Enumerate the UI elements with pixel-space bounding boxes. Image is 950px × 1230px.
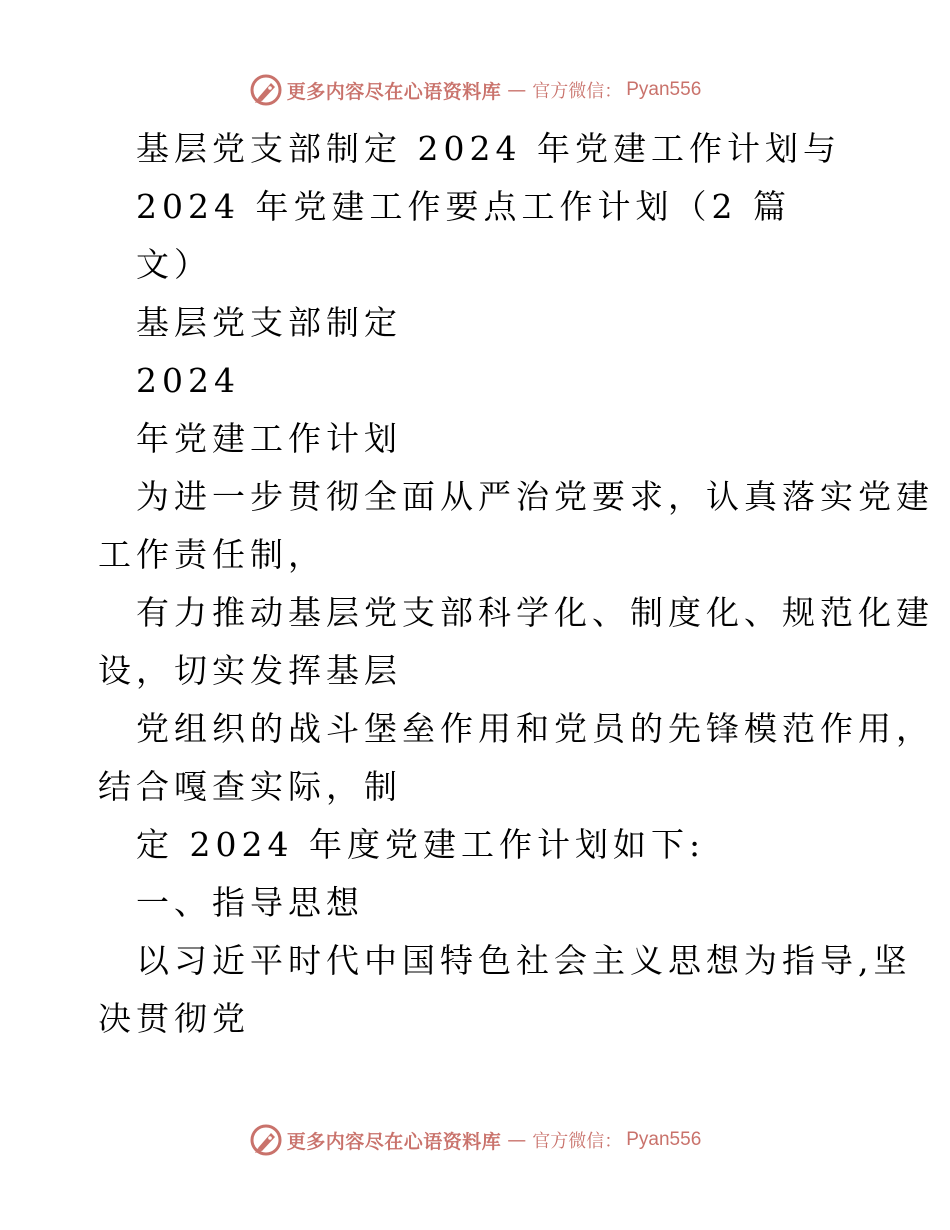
document-line: 设，切实发挥基层: [98, 651, 402, 690]
document-line: 年党建工作计划: [136, 419, 402, 458]
pen-nib-logo-icon: [249, 73, 283, 107]
document-line: 2024 年党建工作要点工作计划（2 篇: [136, 187, 791, 226]
watermark-official-label: 官方微信：: [532, 81, 623, 102]
pen-nib-logo-icon: [249, 1123, 283, 1157]
document-line: 基层党支部制定: [136, 303, 402, 342]
page-footer-watermark: [0, 1120, 950, 1160]
document-line: 为进一步贯彻全面从严治党要求，认真落实党建: [136, 477, 934, 516]
watermark-brand: 更多内容尽在心语资料库: [286, 1130, 502, 1153]
document-line: 定 2024 年度党建工作计划如下:: [136, 825, 706, 864]
page-header-watermark: [0, 70, 950, 110]
document-line: 有力推动基层党支部科学化、制度化、规范化建: [136, 593, 934, 632]
watermark: [249, 73, 702, 107]
document-line: 2024: [136, 361, 240, 400]
watermark-dash: —: [507, 79, 527, 101]
document-line: 党组织的战斗堡垒作用和党员的先锋模范作用，: [136, 709, 934, 748]
document-line: 一、指导思想: [136, 883, 364, 922]
watermark-dash: —: [507, 1129, 527, 1151]
document-line: 决贯彻党: [98, 999, 250, 1038]
document-line: 结合嘎查实际，制: [98, 767, 402, 806]
watermark-wechat-id: Pyan556: [626, 1129, 702, 1150]
watermark-brand: 更多内容尽在心语资料库: [286, 80, 502, 103]
document-line: 工作责任制，: [98, 535, 326, 574]
watermark-wechat-id: Pyan556: [626, 79, 702, 100]
document-line: 文）: [136, 245, 212, 284]
watermark: [249, 1123, 702, 1157]
document-line: 基层党支部制定 2024 年党建工作计划与: [136, 129, 841, 168]
document-body: [98, 120, 934, 1048]
document-line: 以习近平时代中国特色社会主义思想为指导,坚: [136, 941, 912, 980]
watermark-official-label: 官方微信：: [532, 1131, 623, 1152]
